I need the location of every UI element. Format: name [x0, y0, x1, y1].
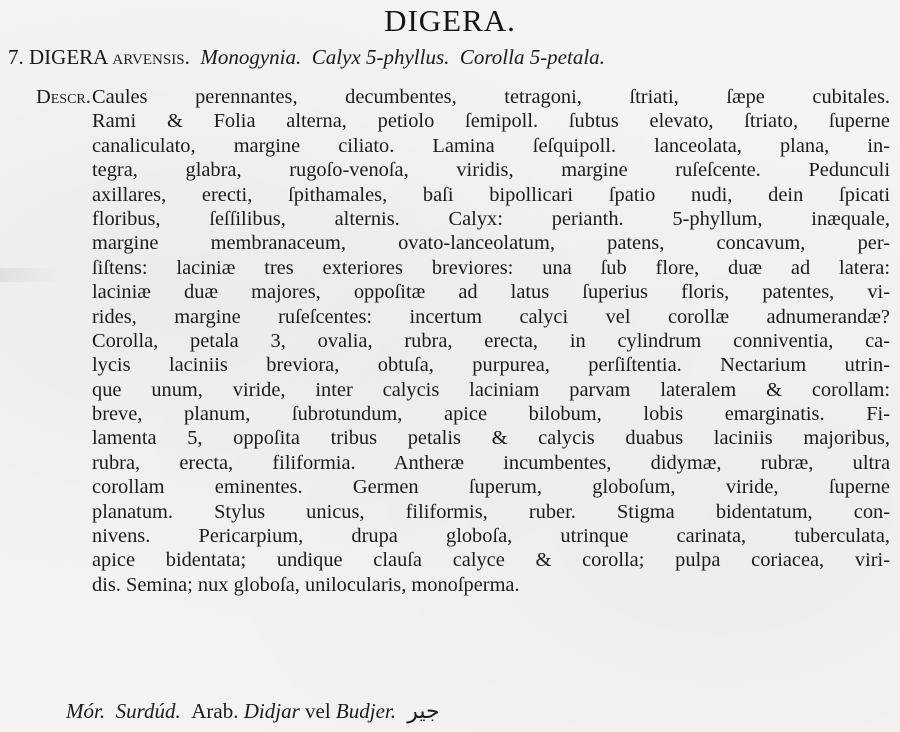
- description-line: tegra, glabra, rugoſo-venoſa, viridis, margine ruſeſcente. Pedunculi: [92, 159, 890, 182]
- arab-label: Arab.: [191, 699, 239, 723]
- description-line: lamenta 5, oppoſita tribus petalis & calycis duabus laciniis majoribus,: [92, 427, 890, 450]
- species-name: arvensis.: [112, 45, 190, 69]
- surdud-name: Surdúd.: [115, 699, 181, 723]
- description-line: Corolla, petala 3, ovalia, rubra, erecta, in cylindrum conniventia, ca-: [92, 329, 890, 352]
- description-line: planatum. Stylus unicus, filiformis, ruber. Stigma bidentatum, con-: [92, 500, 890, 523]
- corolla-note: Corolla 5-petala.: [459, 45, 605, 69]
- description-line: rubra, erecta, filiformia. Antheræ incumbentes, didymæ, rubræ, ultra: [92, 451, 890, 474]
- description-line: Rami & Folia alterna, petiolo ſemipoll. ſubtus elevato, ſtriato, ſuperne: [92, 110, 890, 133]
- description-line: rides, margine ruſeſcentes: incertum calyci vel corollæ adnumerandæ?: [92, 305, 890, 328]
- entry-line: [8, 45, 605, 69]
- description-line: corollam eminentes. Germen ſuperum, globoſum, viride, ſuperne: [92, 476, 890, 499]
- description-line: Caules perennantes, decumbentes, tetragoni, ſtriati, ſæpe cubitales.: [92, 86, 890, 108]
- description-line: apice bidentata; undique clauſa calyce & corolla; pulpa coriacea, viri-: [92, 549, 890, 572]
- description-line: ſiſtens: laciniæ tres exteriores breviores: una ſub flore, duæ ad latera:: [92, 256, 890, 279]
- description-label: Descr.: [36, 86, 91, 108]
- arabic-script-name: جير: [407, 699, 440, 724]
- description-line: que unum, viride, inter calycis laciniam parvam lateralem & corollam:: [92, 378, 890, 401]
- description-line: margine membranaceum, ovato-lanceolatum, patens, concavum, per-: [92, 232, 890, 255]
- vernacular-names-line: [66, 699, 440, 724]
- description-line: breve, planum, ſubrotundum, apice bilobum, lobis emarginatis. Fi-: [92, 403, 890, 426]
- didjar-name: Didjar: [243, 699, 300, 723]
- description-line: laciniæ duæ majores, oppoſitæ ad latus ſuperius floris, patentes, vi-: [92, 281, 890, 304]
- description-line: floribus, ſeſſilibus, alternis. Calyx: perianth. 5-phyllum, inæquale,: [92, 207, 890, 230]
- vel-word: vel: [305, 699, 331, 723]
- page-title: DIGERA.: [384, 3, 516, 38]
- description-text: [92, 85, 890, 597]
- mor-label: Mór.: [66, 699, 106, 723]
- description-line: canaliculato, margine ciliato. Lamina ſeſquipoll. lanceolata, plana, in-: [92, 134, 890, 157]
- description-line: dis. Semina; nux globoſa, unilocularis, monoſperma.: [92, 573, 520, 596]
- entry-number: 7.: [8, 45, 24, 69]
- class-name: Monogynia.: [200, 45, 302, 69]
- description-line: axillares, erecti, ſpithamales, baſi bipollicari ſpatio nudi, dein ſpicati: [92, 183, 890, 206]
- margin-smudge: [0, 268, 60, 282]
- budjer-name: Budjer.: [335, 699, 396, 723]
- description-line: lycis laciniis breviora, obtuſa, purpurea, perſiſtentia. Nectarium utrin-: [92, 354, 890, 377]
- genus-name: DIGERA: [29, 45, 108, 69]
- calyx-note: Calyx 5-phyllus.: [311, 45, 450, 69]
- description-line: nivens. Pericarpium, drupa globoſa, utrinque carinata, tuberculata,: [92, 525, 890, 548]
